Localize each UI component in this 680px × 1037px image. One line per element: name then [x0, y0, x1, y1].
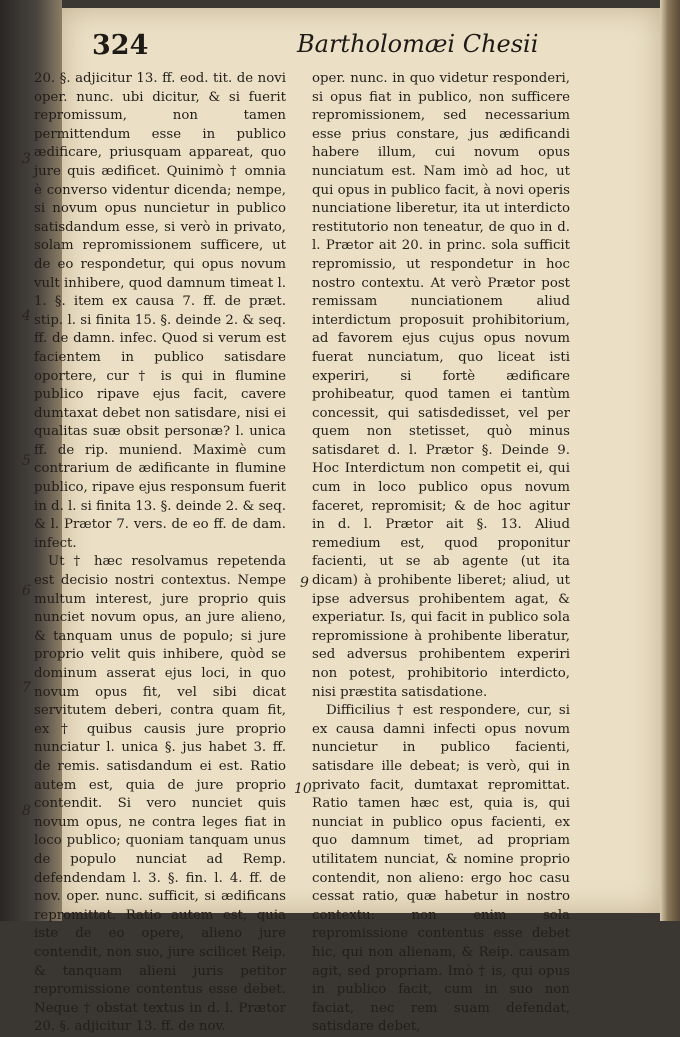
right-column: [312, 70, 570, 1037]
margin-number: 10: [294, 781, 312, 797]
margin-number: 9: [300, 575, 309, 591]
paragraph: oper. nunc. in quo videtur responderi, si opus fiat in publico, non sufficere repromissionem, sed necessarium esse prius constare, jus ædificandi habere illum, cui novum opus nunciatum est. Nam imò ad hoc, ut qui opus in publico facit, à novi operis nunciatione liberetur, ita ut interdicto restitutorio non teneatur, de quo in d. l. Prætor ait 20. in princ. sola sufficit repromissio, ut respondetur in hoc nostro contextu. At verò Prætor post remissam nunciationem aliud interdictum proposuit prohibitorium, ad favorem ejus cujus opus novum fuerat nunciatum, quo liceat isti experiri, si fortè ædificare prohibeatur, quod tamen ei tantùm concessit, qui satisdedisset, vel per quem non stetisset, quò minus satisdaret d. l. Prætor §. Deinde 9. Hoc Interdictum non competit ei, qui cum in loco publico opus novum faceret, repromisit; & de hoc agitur in d. l. Prætor ait §. 13. Aliud remedium est, quod proponitur facienti, ut se ab agente (ut ita dicam) à prohibente liberet; aliud, ut ipse adversus prohibentem agat, & experiatur. Is, qui facit in publico sola repromissione à prohibente liberatur, sed adversus prohibentem experiri non potest, prohibitorio interdicto, nisi præstita satisdatione.: [312, 71, 570, 700]
page-header: [92, 30, 632, 70]
margin-number: 7: [22, 680, 31, 696]
running-head: Bartholomæi Chesii: [297, 30, 539, 58]
paragraph: Ut † hæc resolvamus repetenda est decisio nostri contextus. Nempe multum interest, jure proprio quis nunciet novum opus, an jure alieno, & tanquam unus de populo; si jure proprio velit quis inhibere, quòd se dominum asserat ejus loci, in quo novum opus fit, vel sibi dicat servitutem deberi, contra quam fit, ex † quibus causis jure proprio nunciatur l. unica §. jus habet 3. ff. de remis. satisdandum ei est. Ratio autem est, quia de jure proprio contendit. Si vero nunciet quis novum opus, ne contra leges fiat in loco publico; quoniam tanquam unus de populo nunciat ad Remp. defendendam l. 3. §. fin. l. 4. ff. de nov. oper. nunc. sufficit, si ædificans repromittat. Ratio autem est, quia iste de eo opere, alieno jure contendit, non suo, jure scilicet Reip. & tanquam alieni juris petitor repromissione contentus esse debet. Neque † obstat textus in d. l. Prætor 20. §. adjicitur 13. ff. de nov.: [34, 554, 286, 1035]
book-page: [22, 8, 660, 1035]
paragraph: 20. §. adjicitur 13. ff. eod. tit. de novi oper. nunc. ubi dicitur, & si fuerit repromissum, non tamen permittendum esse in publico ædificare, priusquam appareat, quo jure quis ædificet. Quinimò † omnia è converso videntur dicenda; nempe, si novum opus nuncietur in publico satisdandum esse, si verò in privato, solam repromissionem sufficere, ut de eo respondetur, qui opus novum vult inhibere, quod damnum timeat l. 1. §. item ex causa 7. ff. de præt. stip. l. si finita 15. §. deinde 2. & seq. ff. de damn. infec. Quod si verum est facientem in publico satisdare oportere, cur † is qui in flumine publico ripave ejus facit, cavere dumtaxat debet non satisdare, nisi ei qualitas suæ obsit personæ? l. unica ff. de rip. muniend. Maximè cum contrarium de ædificante in flumine publico, ripave ejus responsum fuerit in d. l. si finita 13. §. deinde 2. & seq. & l. Prætor 7. vers. de eo ff. de dam. infect.: [34, 71, 286, 551]
page-number: 324: [92, 30, 149, 61]
paragraph: Difficilius † est respondere, cur, si ex causa damni infecti opus novum nuncietur in publico facienti, satisdare ille debeat; is verò, qui in privato facit, dumtaxat repromittat. Ratio tamen hæc est, quia is, qui nunciat in publico opus facienti, ex quo damnum timet, ad propriam utilitatem nunciat, & nomine proprio contendit, non alieno: ergo hoc casu cessat ratio, quæ habetur in nostro contextu: non enim sola repromissione contentus esse debet hic, qui non alienam, & Reip. causam agit, sed propriam. Imò † is, qui opus in publico facit, cum in suo non faciat, nec rem suam defendat, satisdare debet,: [312, 703, 570, 1035]
margin-number: 4: [22, 308, 31, 324]
margin-number: 6: [22, 583, 31, 599]
book-edge: [660, 0, 680, 921]
margin-number: 5: [22, 453, 31, 469]
margin-number: 3: [22, 151, 31, 167]
margin-number: 8: [22, 803, 31, 819]
left-column: [34, 70, 286, 1037]
